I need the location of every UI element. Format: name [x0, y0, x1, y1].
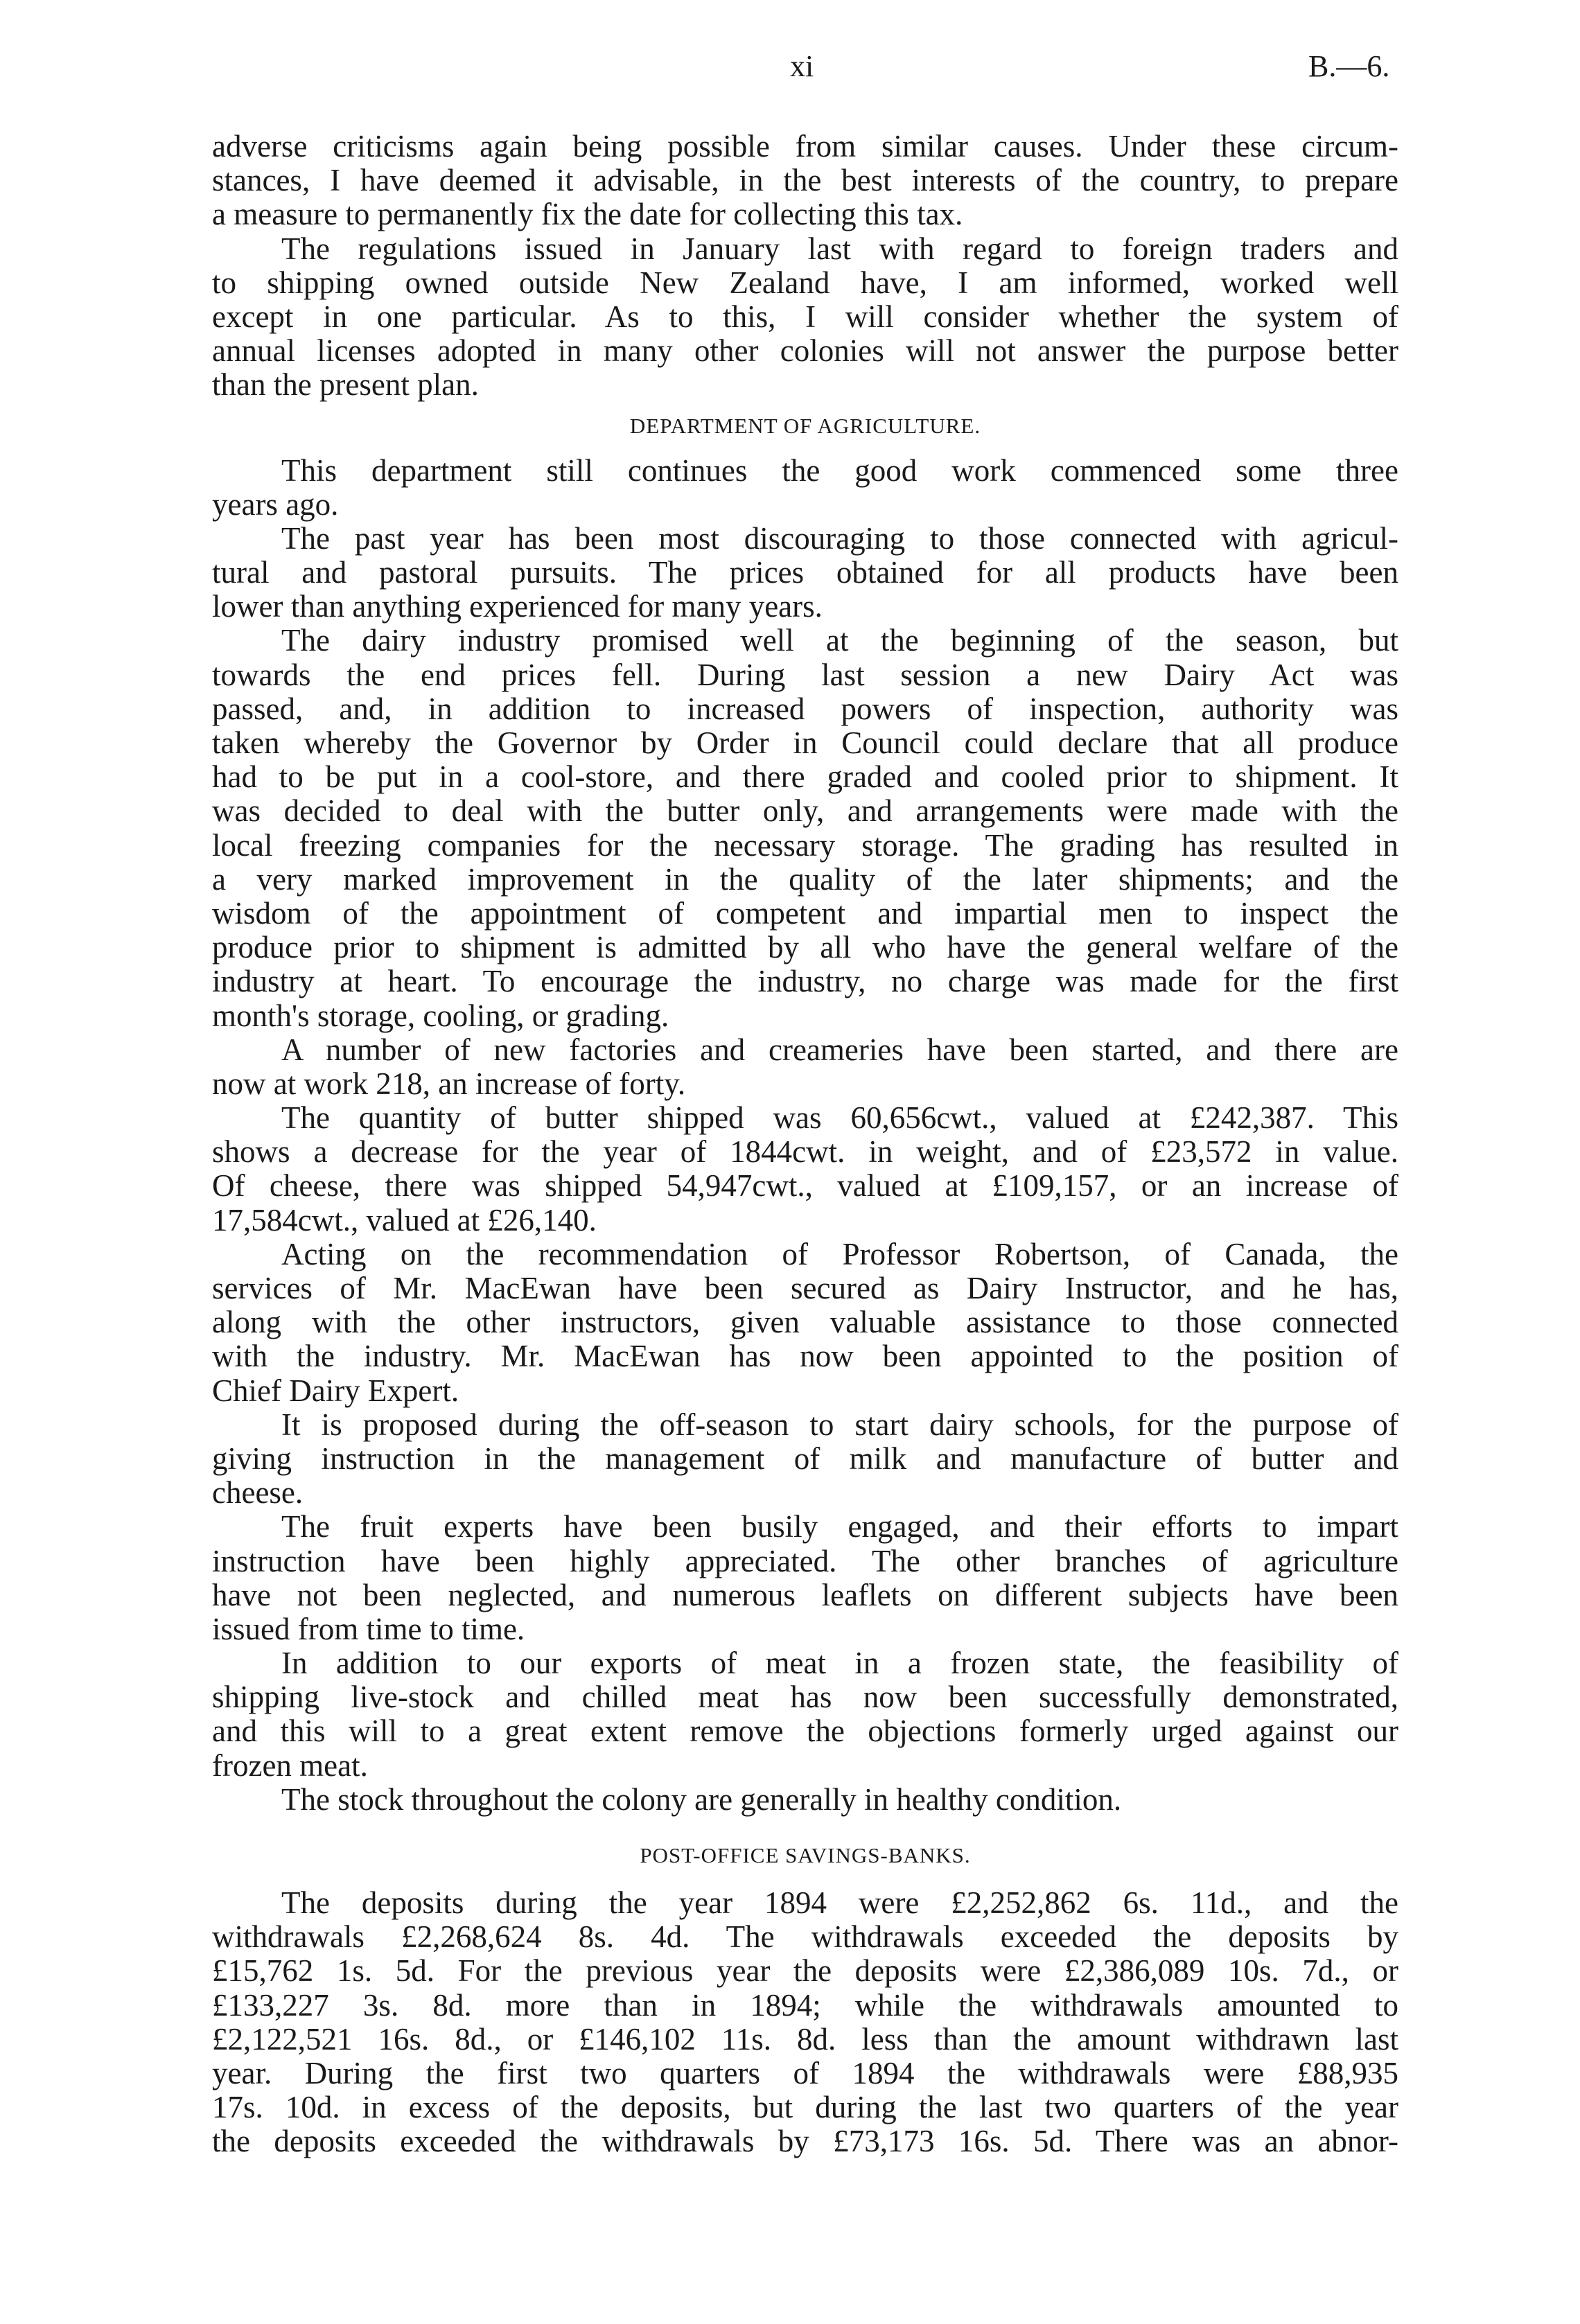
text-line: month's storage, cooling, or grading.	[212, 998, 669, 1033]
text-line: The dairy industry promised well at the beginning of the season, but	[281, 623, 1398, 658]
paragraph	[212, 454, 1398, 522]
text-line: the deposits exceeded the withdrawals by £73,173 16s. 5d. There was an abnor-	[212, 2124, 1398, 2159]
text-line: The regulations issued in January last with regard to foreign traders and	[281, 231, 1398, 266]
text-line: towards the end prices fell. During last session a new Dairy Act was	[212, 657, 1398, 692]
text-line: The fruit experts have been busily engaged, and their efforts to impart	[281, 1509, 1398, 1544]
text-line: frozen meat.	[212, 1748, 368, 1783]
text-line: years ago.	[212, 486, 339, 522]
text-line: instruction have been highly appreciated. The other branches of agriculture	[212, 1543, 1398, 1578]
text-line: produce prior to shipment is admitted by all who have the general welfare of the	[212, 930, 1398, 965]
paragraph	[212, 1033, 1398, 1101]
paragraph	[212, 1408, 1398, 1511]
text-line: cheese.	[212, 1475, 304, 1511]
section-heading: POST-OFFICE SAVINGS-BANKS.	[640, 1843, 971, 1867]
text-line: The past year has been most discouraging to those connected with agricul-	[281, 520, 1398, 556]
text-line: had to be put in a cool-store, and there graded and cooled prior to shipment. It	[212, 759, 1398, 795]
text-line: issued from time to time.	[212, 1611, 525, 1646]
text-line: The quantity of butter shipped was 60,656cwt., valued at £242,387. This	[281, 1100, 1398, 1136]
text-line: along with the other instructors, given valuable assistance to those connected	[212, 1305, 1398, 1340]
text-line: The stock throughout the colony are generally in healthy condition.	[281, 1781, 1122, 1817]
document-reference: B.—6.	[1308, 49, 1390, 83]
text-line: taken whereby the Governor by Order in Council could declare that all produce	[212, 725, 1398, 760]
page-number: xi	[790, 49, 814, 83]
paragraph	[212, 1886, 1398, 2159]
paragraph	[212, 130, 1398, 232]
text-line: now at work 218, an increase of forty.	[212, 1066, 686, 1101]
text-line: giving instruction in the management of milk and manufacture of butter and	[212, 1441, 1398, 1476]
text-line: a measure to permanently fix the date for collecting this tax.	[212, 197, 963, 232]
paragraph	[212, 1783, 1398, 1817]
paragraph	[212, 1510, 1398, 1646]
text-line: a very marked improvement in the quality of the later shipments; and the	[212, 861, 1398, 897]
text-line: Chief Dairy Expert.	[212, 1373, 459, 1408]
document-body	[212, 130, 1398, 2159]
text-line: withdrawals £2,268,624 8s. 4d. The withdrawals exceeded the deposits by	[212, 1919, 1398, 1955]
text-line: Acting on the recommendation of Professor Robertson, of Canada, the	[281, 1236, 1398, 1271]
text-line: adverse criticisms again being possible from similar causes. Under these circum-	[212, 129, 1398, 164]
text-line: £133,227 3s. 8d. more than in 1894; while the withdrawals amounted to	[212, 1987, 1398, 2023]
paragraph	[212, 522, 1398, 624]
text-line: services of Mr. MacEwan have been secured as Dairy Instructor, and he has,	[212, 1271, 1398, 1305]
text-line: local freezing companies for the necessary storage. The grading has resulted in	[212, 827, 1398, 863]
text-line: annual licenses adopted in many other colonies will not answer the purpose better	[212, 333, 1398, 369]
paragraph	[212, 624, 1398, 1032]
paragraph	[212, 1101, 1398, 1238]
paragraph	[212, 1646, 1398, 1783]
text-line: wisdom of the appointment of competent and impartial men to inspect the	[212, 895, 1398, 931]
section-heading: DEPARTMENT OF AGRICULTURE.	[629, 413, 981, 438]
text-line: shows a decrease for the year of 1844cwt. in weight, and of £23,572 in value.	[212, 1134, 1398, 1170]
text-line: A number of new factories and creameries have been started, and there are	[281, 1032, 1398, 1067]
text-line: It is proposed during the off-season to start dairy schools, for the purpose of	[281, 1407, 1398, 1442]
text-line: 17s. 10d. in excess of the deposits, but during the last two quarters of the year	[212, 2090, 1398, 2125]
text-line: stances, I have deemed it advisable, in the best interests of the country, to prepare	[212, 163, 1398, 198]
text-line: 17,584cwt., valued at £26,140.	[212, 1202, 597, 1238]
paragraph	[212, 1238, 1398, 1408]
text-line: year. During the first two quarters of 1894 the withdrawals were £88,935	[212, 2055, 1398, 2090]
text-line: £2,122,521 16s. 8d., or £146,102 11s. 8d. less than the amount withdrawn last	[212, 2021, 1398, 2057]
text-line: lower than anything experienced for many years.	[212, 589, 823, 624]
paragraph	[212, 232, 1398, 403]
text-line: In addition to our exports of meat in a frozen state, the feasibility of	[281, 1646, 1398, 1681]
text-line: to shipping owned outside New Zealand have, I am informed, worked well	[212, 265, 1398, 300]
text-line: than the present plan.	[212, 367, 479, 403]
text-line: except in one particular. As to this, I will consider whether the system of	[212, 299, 1398, 334]
text-line: with the industry. Mr. MacEwan has now been appointed to the position of	[212, 1339, 1398, 1374]
text-line: £15,762 1s. 5d. For the previous year the deposits were £2,386,089 10s. 7d., or	[212, 1953, 1398, 1989]
text-line: and this will to a great extent remove the objections formerly urged against our	[212, 1714, 1398, 1749]
text-line: have not been neglected, and numerous leaflets on different subjects have been	[212, 1577, 1398, 1612]
text-line: This department still continues the good work commenced some three	[281, 452, 1398, 488]
text-line: was decided to deal with the butter only, and arrangements were made with the	[212, 793, 1398, 829]
text-line: shipping live-stock and chilled meat has now been successfully demonstrated,	[212, 1680, 1398, 1715]
text-line: The deposits during the year 1894 were £2,252,862 6s. 11d., and the	[281, 1885, 1398, 1920]
text-line: Of cheese, there was shipped 54,947cwt., valued at £109,157, or an increase of	[212, 1168, 1398, 1204]
text-line: industry at heart. To encourage the industry, no charge was made for the first	[212, 964, 1398, 999]
text-line: tural and pastoral pursuits. The prices obtained for all products have been	[212, 555, 1398, 590]
text-line: passed, and, in addition to increased powers of inspection, authority was	[212, 691, 1398, 726]
